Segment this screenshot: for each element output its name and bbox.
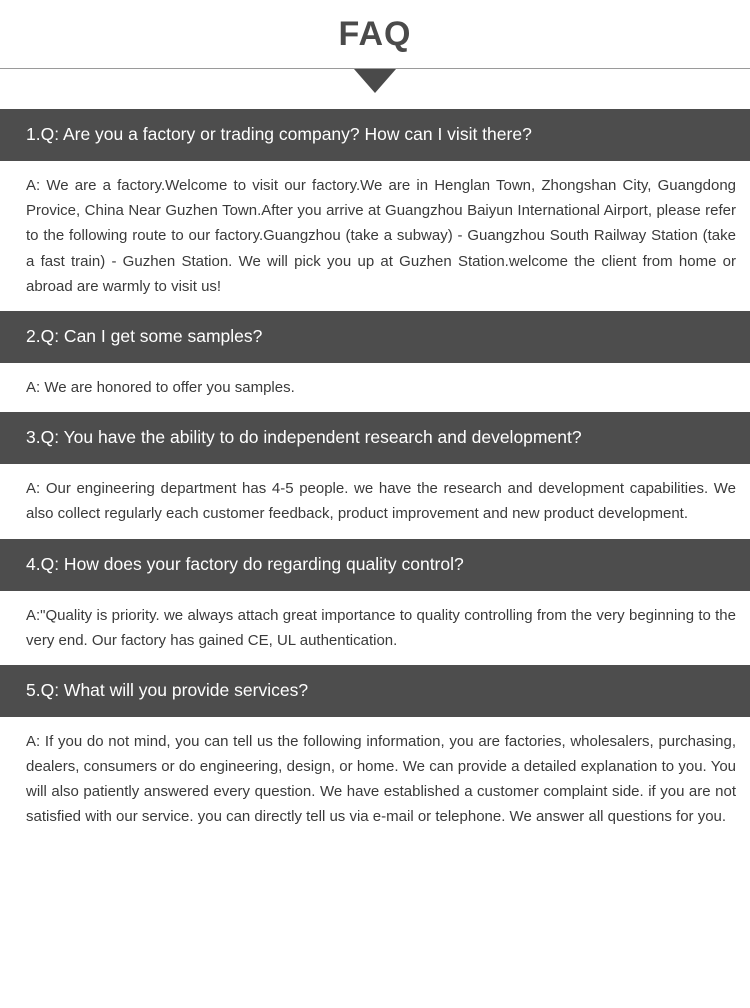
faq-question-5[interactable]: 5.Q: What will you provide services?: [0, 665, 750, 717]
faq-question-2[interactable]: 2.Q: Can I get some samples?: [0, 311, 750, 363]
faq-answer-1: A: We are a factory.Welcome to visit our factory.We are in Henglan Town, Zhongshan City, Guangdong Provice, China Near Guzhen Town.After you arrive at Guangzhou Baiyun International Airport, please refer to the following route to our factory.Guangzhou (take a subway) - Guangzhou South Railway Station (take a fast train) - Guzhen Station. We will pick you up at Guzhen Station.welcome the client from home or abroad are warmly to visit us!: [26, 177, 736, 295]
faq-item-4: [0, 539, 750, 665]
faq-header: [0, 0, 750, 68]
faq-answer-2: A: We are honored to offer you samples.: [26, 378, 295, 396]
faq-question-1[interactable]: 1.Q: Are you a factory or trading company? How can I visit there?: [0, 109, 750, 161]
faq-list: [0, 109, 750, 842]
faq-item-1: [0, 109, 750, 311]
faq-answer-3: A: Our engineering department has 4-5 people. we have the research and development capabilities. We also collect regularly each customer feedback, product improvement and new product development.: [26, 480, 736, 523]
faq-item-5: [0, 665, 750, 842]
faq-item-2: [0, 311, 750, 412]
faq-item-3: [0, 412, 750, 538]
faq-question-4[interactable]: 4.Q: How does your factory do regarding quality control?: [0, 539, 750, 591]
triangle-down-icon: [354, 69, 396, 93]
faq-question-3[interactable]: 3.Q: You have the ability to do independent research and development?: [0, 412, 750, 464]
page-title: FAQ: [338, 15, 412, 53]
faq-answer-5: A: If you do not mind, you can tell us the following information, you are factories, wholesalers, purchasing, dealers, consumers or do engineering, design, or home. We can provide a detailed explanation to you. You will also patiently answered every question. We have established a customer complaint side. if you are not satisfied with our service. you can directly tell us via e-mail or telephone. We answer all questions for you.: [26, 732, 736, 826]
faq-answer-4: A:"Quality is priority. we always attach great importance to quality controlling from the very beginning to the very end. Our factory has gained CE, UL authentication.: [26, 606, 736, 649]
arrow-container: [0, 69, 750, 109]
